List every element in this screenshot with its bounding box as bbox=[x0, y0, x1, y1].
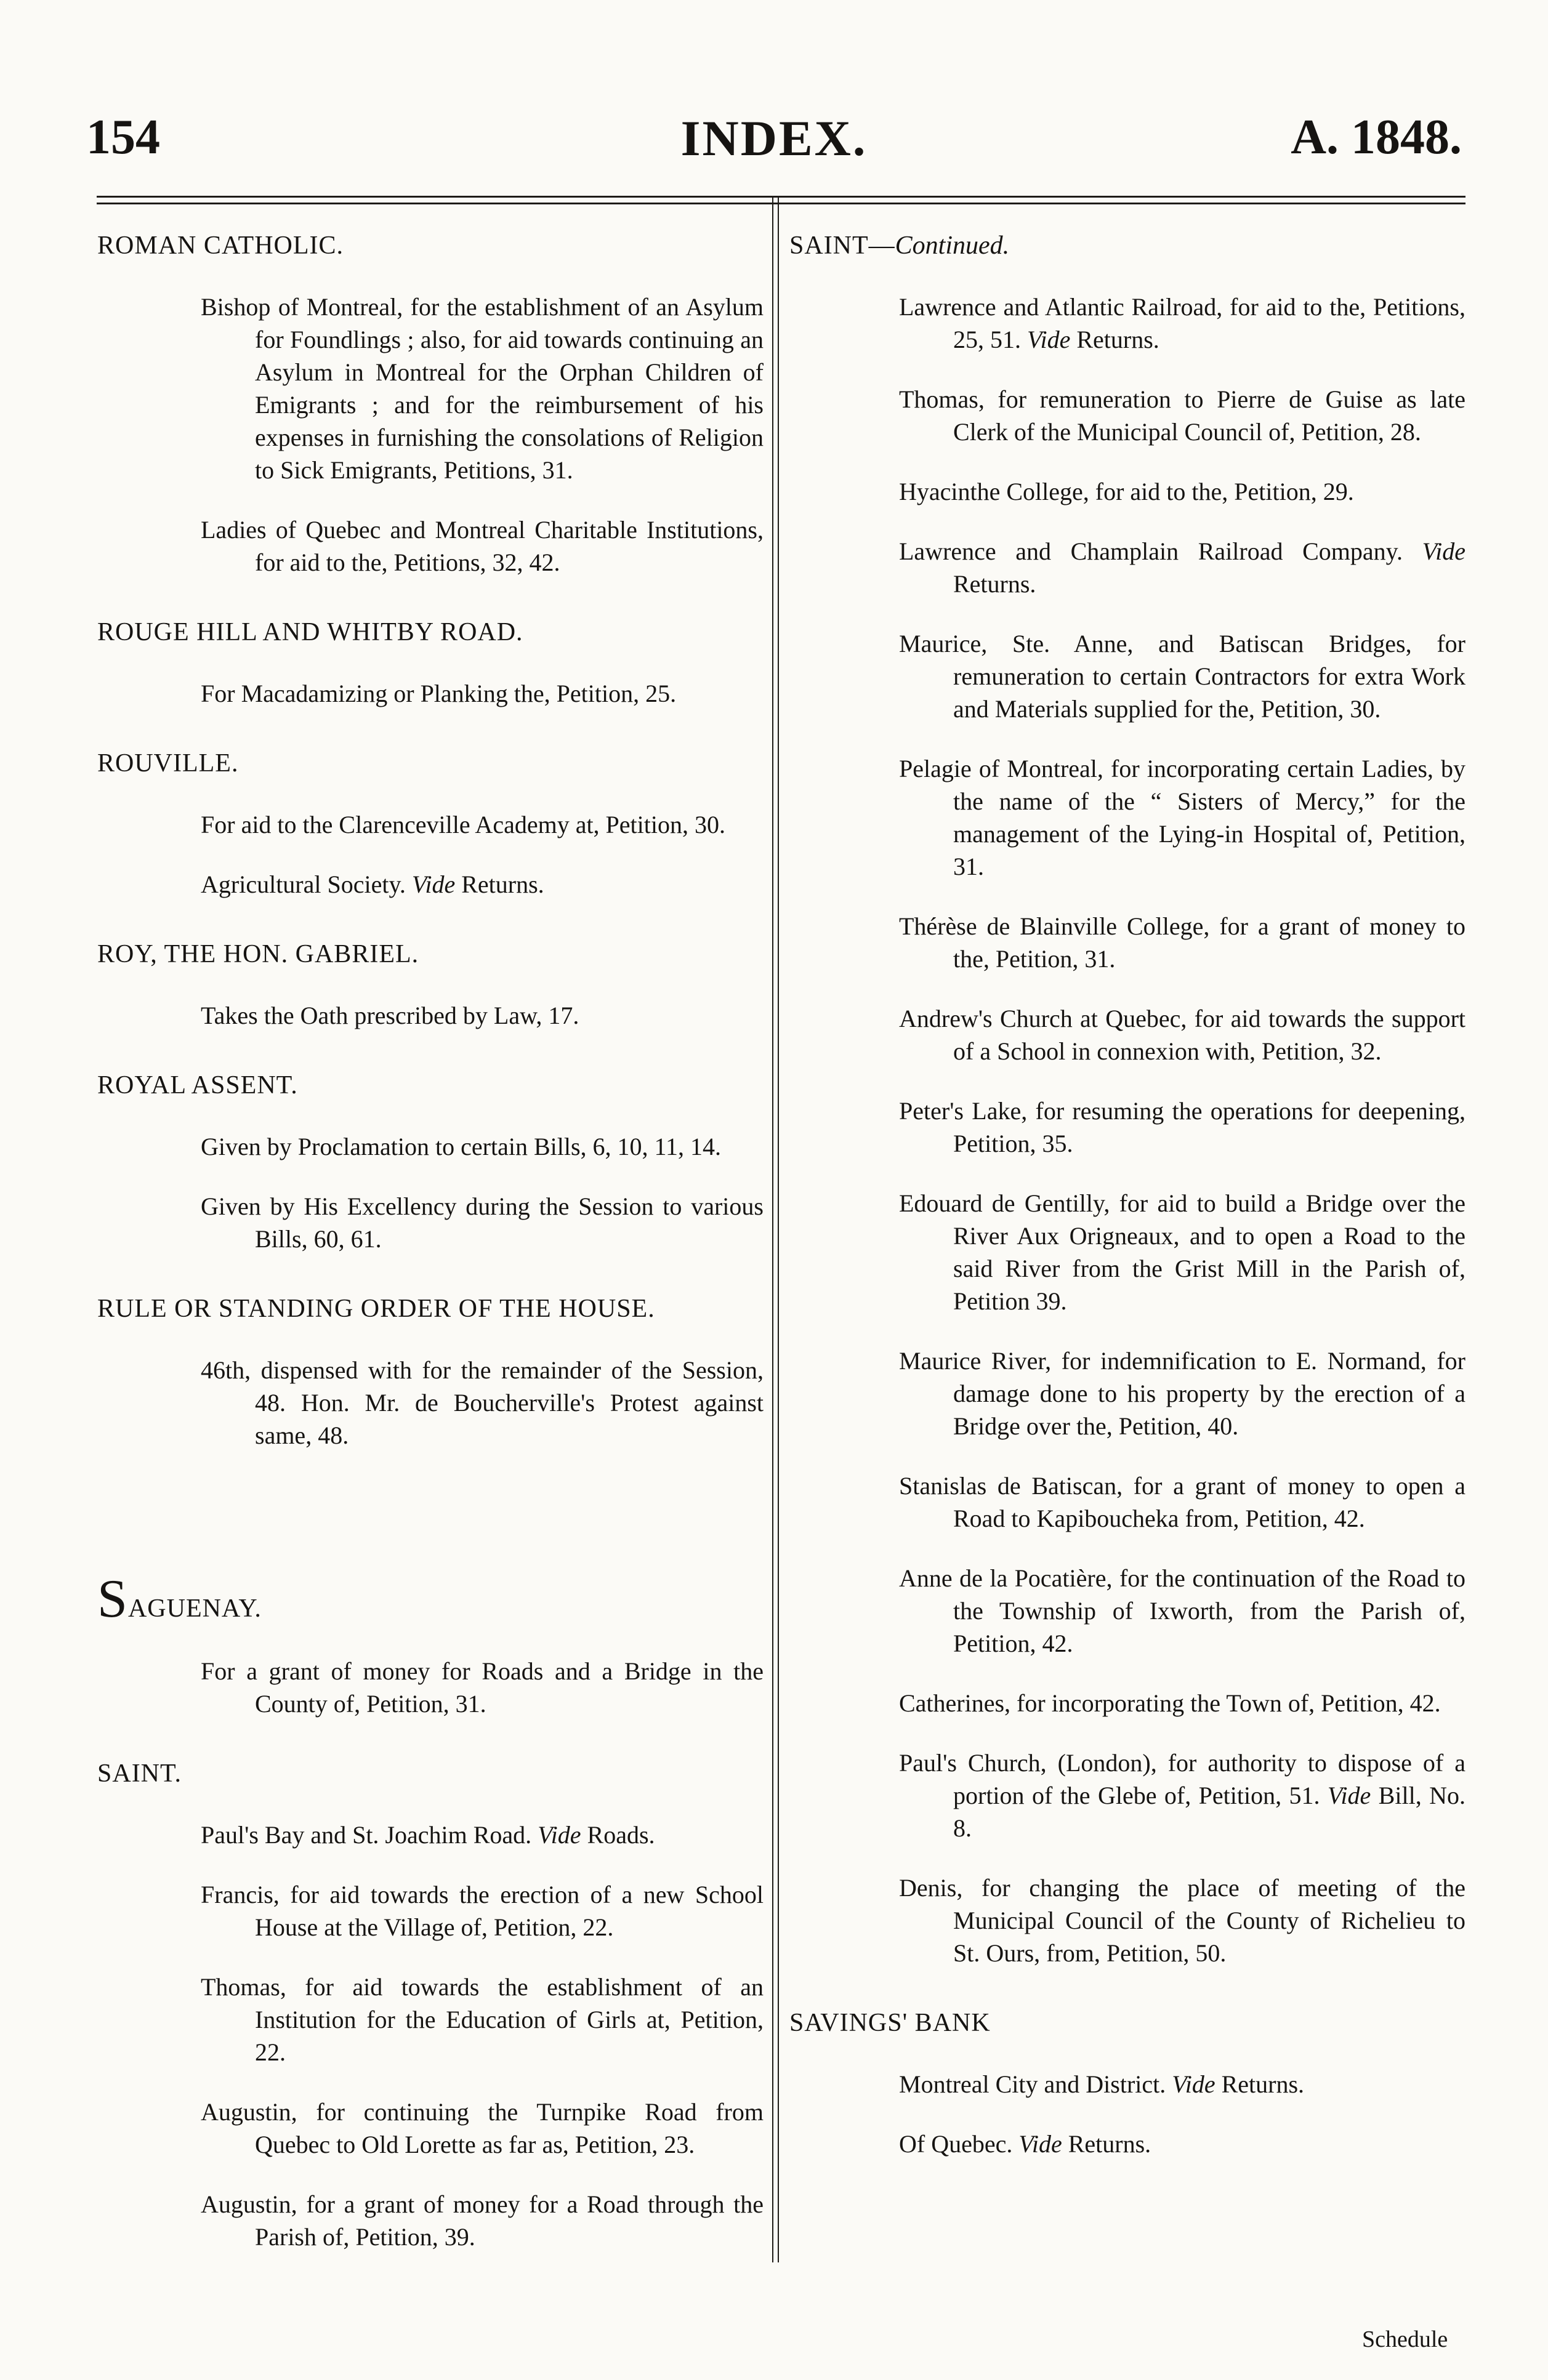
index-entry bbox=[899, 475, 1465, 508]
index-entry bbox=[201, 1130, 764, 1163]
index-entry bbox=[899, 2068, 1465, 2101]
entry-list bbox=[97, 677, 764, 710]
entry-text: Catherines, for incorporating the Town of, Petition, 42. bbox=[899, 1689, 1441, 1717]
heading-initial: S bbox=[97, 1569, 128, 1629]
entry-text: Pelagie of Montreal, for incorporating certain Ladies, by the name of the “ Sisters of Mercy,” for the management of the Lying-in Hospital of, Petition, 31. bbox=[899, 755, 1465, 880]
index-entry bbox=[899, 1345, 1465, 1442]
entry-text: Lawrence and Atlantic Railroad, for aid to the, Petitions, 25, 51. bbox=[899, 293, 1465, 353]
column-divider bbox=[772, 196, 779, 2262]
heading-text: ROUVILLE. bbox=[97, 749, 239, 778]
entry-text: Of Quebec. bbox=[899, 2130, 1019, 2158]
index-entry bbox=[201, 677, 764, 710]
index-entry bbox=[899, 383, 1465, 448]
header-rule-bottom bbox=[97, 203, 1465, 204]
index-entry bbox=[899, 1469, 1465, 1535]
entry-text: Lawrence and Champlain Railroad Company. bbox=[899, 537, 1422, 565]
index-entry bbox=[899, 1002, 1465, 1067]
right-column bbox=[789, 229, 1465, 2160]
entry-text: Agricultural Society. bbox=[201, 870, 412, 898]
entry-text: Francis, for aid towards the erection of a new School House at the Village of, Petition, 22. bbox=[201, 1881, 764, 1941]
index-entry bbox=[201, 513, 764, 579]
entry-text: Given by Proclamation to certain Bills, 6, 10, 11, 14. bbox=[201, 1133, 722, 1160]
index-entry bbox=[201, 1354, 764, 1452]
vide-target: Returns. bbox=[1070, 326, 1159, 353]
entry-text: Paul's Church, (London), for authority to dispose of a portion of the Glebe of, Petition, 51. bbox=[899, 1749, 1465, 1809]
section-heading bbox=[97, 229, 764, 262]
vide-target: Returns. bbox=[1215, 2070, 1305, 2098]
entry-text: For aid to the Clarenceville Academy at, Petition, 30. bbox=[201, 811, 726, 838]
heading-text: SAVINGS' BANK bbox=[789, 2009, 991, 2037]
page-header bbox=[86, 110, 1462, 177]
entry-text: For a grant of money for Roads and a Bridge in the County of, Petition, 31. bbox=[201, 1657, 764, 1718]
entry-list bbox=[97, 1819, 764, 2253]
entry-text: Thérèse de Blainville College, for a grant of money to the, Petition, 31. bbox=[899, 912, 1465, 973]
entry-text: Given by His Excellency during the Session to various Bills, 60, 61. bbox=[201, 1192, 764, 1253]
section-heading bbox=[789, 2006, 1465, 2040]
entry-text: Thomas, for aid towards the establishment of an Institution for the Education of Girls at, Petition, 22. bbox=[201, 1973, 764, 2066]
entry-list bbox=[97, 808, 764, 901]
entry-text: Takes the Oath prescribed by Law, 17. bbox=[201, 1002, 579, 1029]
entry-list bbox=[789, 2068, 1465, 2160]
entry-text: Denis, for changing the place of meeting of the Municipal Council of the County of Richelieu to St. Ours, from, Petition, 50. bbox=[899, 1874, 1465, 1967]
entry-list bbox=[97, 1354, 764, 1452]
vide-reference: Vide bbox=[1172, 2070, 1215, 2098]
heading-text: RULE OR STANDING ORDER OF THE HOUSE. bbox=[97, 1295, 655, 1323]
vide-reference: Vide bbox=[1027, 326, 1071, 353]
entry-text: Montreal City and District. bbox=[899, 2070, 1172, 2098]
page-number: 154 bbox=[86, 110, 160, 164]
vide-reference: Vide bbox=[538, 1821, 581, 1849]
index-entry bbox=[899, 535, 1465, 600]
index-entry bbox=[899, 1871, 1465, 1969]
index-entry bbox=[201, 808, 764, 841]
index-entry bbox=[899, 1687, 1465, 1719]
heading-text: SAINT— bbox=[789, 231, 895, 260]
entry-text: Edouard de Gentilly, for aid to build a Bridge over the River Aux Origneaux, and to open a Road to the said River from the Grist Mill in the Parish of, Petition 39. bbox=[899, 1189, 1465, 1315]
section-heading bbox=[97, 1569, 764, 1629]
index-entry bbox=[201, 1819, 764, 1851]
heading-text: ROYAL ASSENT. bbox=[97, 1071, 298, 1100]
entry-text: Andrew's Church at Quebec, for aid towards the support of a School in connexion with, Petition, 32. bbox=[899, 1005, 1465, 1065]
entry-list bbox=[97, 1655, 764, 1720]
header-rule-top bbox=[97, 196, 1465, 198]
index-entry bbox=[899, 627, 1465, 725]
index-entry bbox=[201, 291, 764, 486]
section-heading bbox=[97, 747, 764, 780]
index-entry bbox=[899, 1187, 1465, 1317]
section-heading bbox=[97, 938, 764, 971]
entry-text: Augustin, for a grant of money for a Road through the Parish of, Petition, 39. bbox=[201, 2190, 764, 2251]
entry-list bbox=[789, 291, 1465, 1969]
section-heading bbox=[97, 1069, 764, 1102]
heading-text: ROY, THE HON. GABRIEL. bbox=[97, 940, 419, 968]
vide-target: Roads. bbox=[581, 1821, 655, 1849]
page-title: INDEX. bbox=[680, 110, 868, 166]
index-entry bbox=[899, 2128, 1465, 2160]
entry-text: Maurice River, for indemnification to E. Normand, for damage done to his property by the erection of a Bridge over the, Petition, 40. bbox=[899, 1347, 1465, 1440]
index-entry bbox=[899, 1562, 1465, 1660]
index-entry bbox=[899, 291, 1465, 356]
entry-text: Peter's Lake, for resuming the operations for deepening, Petition, 35. bbox=[899, 1097, 1465, 1157]
catchword: Schedule bbox=[1362, 2326, 1448, 2352]
index-entry bbox=[899, 1095, 1465, 1160]
entry-text: Augustin, for continuing the Turnpike Road from Quebec to Old Lorette as far as, Petition, 23. bbox=[201, 2098, 764, 2158]
entry-text: Ladies of Quebec and Montreal Charitable Institutions, for aid to the, Petitions, 32, 42. bbox=[201, 516, 764, 576]
vide-target: Returns. bbox=[953, 570, 1036, 598]
entry-list bbox=[97, 999, 764, 1032]
section-heading bbox=[97, 1292, 764, 1325]
index-entry bbox=[201, 1878, 764, 1944]
vide-target: Bill, No. 8. bbox=[953, 1782, 1466, 1842]
index-entry bbox=[899, 752, 1465, 883]
vide-reference: Vide bbox=[1422, 537, 1465, 565]
entry-text: Maurice, Ste. Anne, and Batiscan Bridges, for remuneration to certain Contractors for extra Work and Materials supplied for the, Petition, 30. bbox=[899, 630, 1465, 723]
index-entry bbox=[201, 868, 764, 901]
entry-text: Bishop of Montreal, for the establishment of an Asylum for Foundlings ; also, for aid towards continuing an Asylum in Montreal for the Orphan Children of Emigrants ; and for the reimbursement of his expenses in furnishing the consolations of Religion to Sick Emigrants, Petitions, 31. bbox=[201, 293, 764, 484]
entry-text: Thomas, for remuneration to Pierre de Guise as late Clerk of the Municipal Council of, Petition, 28. bbox=[899, 385, 1465, 446]
index-entry bbox=[201, 999, 764, 1032]
entry-text: Hyacinthe College, for aid to the, Petition, 29. bbox=[899, 478, 1354, 505]
section-heading bbox=[789, 229, 1465, 262]
vide-target: Returns. bbox=[455, 870, 544, 898]
index-entry bbox=[201, 2096, 764, 2161]
heading-text: ROMAN CATHOLIC. bbox=[97, 231, 344, 260]
index-entry bbox=[201, 1190, 764, 1255]
entry-text: Paul's Bay and St. Joachim Road. bbox=[201, 1821, 538, 1849]
index-entry bbox=[899, 910, 1465, 975]
entry-text: Stanislas de Batiscan, for a grant of money to open a Road to Kapiboucheka from, Petition, 42. bbox=[899, 1472, 1465, 1532]
heading-continued: Continued. bbox=[895, 231, 1010, 260]
entry-text: 46th, dispensed with for the remainder of the Session, 48. Hon. Mr. de Boucherville's Protest against same, 48. bbox=[201, 1356, 764, 1449]
heading-text: ROUGE HILL AND WHITBY ROAD. bbox=[97, 618, 523, 646]
vide-reference: Vide bbox=[411, 870, 456, 898]
heading-text: AGUENAY. bbox=[127, 1594, 262, 1623]
vide-target: Returns. bbox=[1062, 2130, 1151, 2158]
page-year: A. 1848. bbox=[1291, 110, 1462, 164]
entry-text: Anne de la Pocatière, for the continuation of the Road to the Township of Ixworth, from the Parish of, Petition, 42. bbox=[899, 1564, 1465, 1657]
section-heading bbox=[97, 616, 764, 649]
index-entry bbox=[899, 1747, 1465, 1844]
heading-text: SAINT. bbox=[97, 1759, 182, 1788]
index-entry bbox=[201, 1655, 764, 1720]
left-column bbox=[97, 229, 764, 2253]
index-entry bbox=[201, 1971, 764, 2068]
entry-list bbox=[97, 1130, 764, 1255]
entry-text: For Macadamizing or Planking the, Petition, 25. bbox=[201, 680, 677, 707]
entry-list bbox=[97, 291, 764, 579]
vide-reference: Vide bbox=[1327, 1782, 1371, 1809]
vide-reference: Vide bbox=[1018, 2130, 1062, 2158]
section-heading bbox=[97, 1757, 764, 1790]
index-entry bbox=[201, 2188, 764, 2253]
